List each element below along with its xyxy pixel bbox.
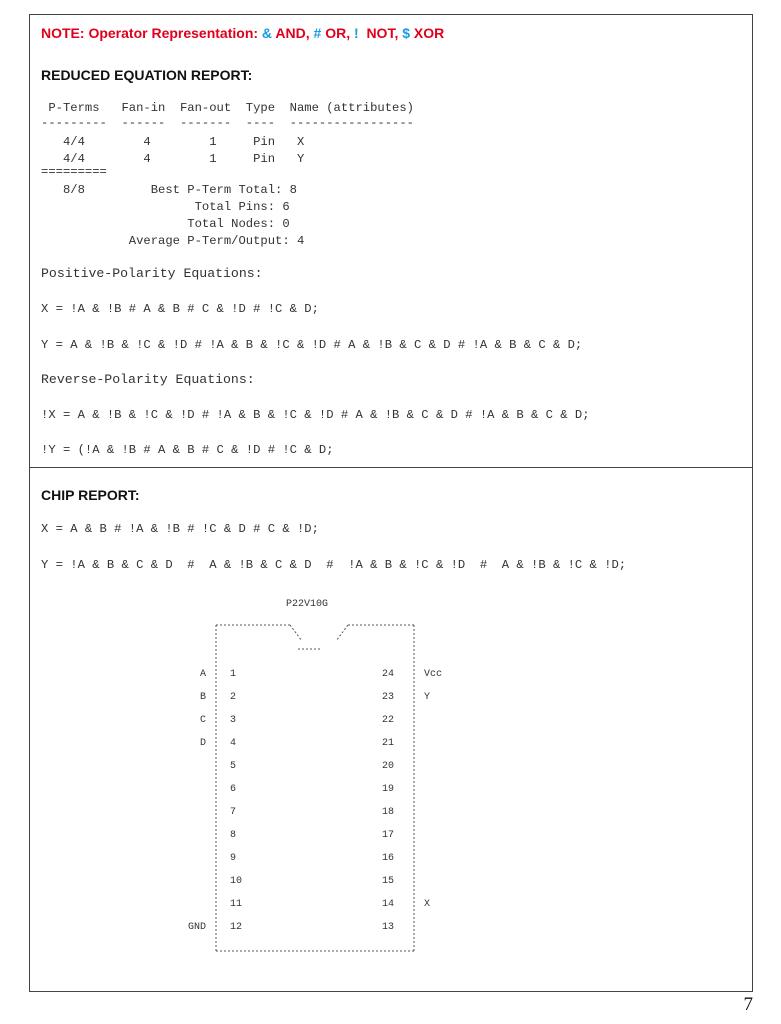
totals-line-3: Total Nodes: 0 bbox=[41, 217, 290, 231]
totals-line-1: 8/8 Best P-Term Total: 8 bbox=[41, 183, 297, 197]
right-pin-number: 14 bbox=[382, 899, 395, 910]
pterm-row-y: 4/4 4 1 Pin Y bbox=[41, 152, 305, 166]
right-pin-name: X bbox=[424, 899, 431, 910]
chip-outline bbox=[30, 467, 754, 991]
left-pin-number: 9 bbox=[230, 853, 237, 864]
left-pin-number: 4 bbox=[230, 738, 237, 749]
right-pin-number: 23 bbox=[382, 692, 395, 703]
totals-line-2: Total Pins: 6 bbox=[41, 200, 290, 214]
page-frame bbox=[29, 14, 753, 992]
left-pin-number: 3 bbox=[230, 715, 237, 726]
positive-polarity-heading: Positive-Polarity Equations: bbox=[41, 266, 263, 281]
left-pin-number: 7 bbox=[230, 807, 237, 818]
right-pin-number: 15 bbox=[382, 876, 395, 887]
chip-eq-y: Y = !A & B & C & D # A & !B & C & D # !A & B & !C & !D # A & !B & !C & !D; bbox=[41, 558, 627, 572]
right-pin-number: 24 bbox=[382, 669, 395, 680]
reverse-eq-x: !X = A & !B & !C & !D # !A & B & !C & !D # A & !B & C & D # !A & B & C & D; bbox=[41, 408, 590, 422]
reduced-report-heading: REDUCED EQUATION REPORT: bbox=[41, 67, 253, 83]
right-pin-name: Y bbox=[424, 692, 431, 703]
pterm-table-header: P-Terms Fan-in Fan-out Type Name (attributes) bbox=[41, 101, 414, 115]
right-pin-number: 18 bbox=[382, 807, 395, 818]
left-pin-number: 2 bbox=[230, 692, 237, 703]
right-pin-number: 22 bbox=[382, 715, 395, 726]
left-pin-number: 1 bbox=[230, 669, 237, 680]
totals-line-4: Average P-Term/Output: 4 bbox=[41, 234, 305, 248]
reverse-polarity-heading: Reverse-Polarity Equations: bbox=[41, 372, 255, 387]
positive-eq-x: X = !A & !B # A & B # C & !D # !C & D; bbox=[41, 302, 319, 316]
right-pin-number: 17 bbox=[382, 830, 395, 841]
left-pin-number: 11 bbox=[230, 899, 243, 910]
right-pin-number: 20 bbox=[382, 761, 395, 772]
left-pin-name: C bbox=[199, 715, 206, 726]
pterm-table-equals: ========= bbox=[41, 165, 107, 179]
left-pin-name: A bbox=[199, 669, 206, 680]
right-pin-name: Vcc bbox=[424, 669, 443, 680]
pterm-row-x: 4/4 4 1 Pin X bbox=[41, 135, 305, 149]
reduced-equation-section bbox=[30, 15, 752, 468]
right-pin-number: 13 bbox=[382, 922, 395, 933]
left-pin-number: 5 bbox=[230, 761, 237, 772]
pterm-table-dashes: --------- ------ ------- ---- ----------------- bbox=[41, 116, 414, 130]
chip-report-section bbox=[30, 467, 752, 991]
right-pin-number: 19 bbox=[382, 784, 395, 795]
chip-report-heading: CHIP REPORT: bbox=[41, 487, 140, 503]
left-pin-name: B bbox=[199, 692, 206, 703]
right-pin-number: 21 bbox=[382, 738, 395, 749]
positive-eq-y: Y = A & !B & !C & !D # !A & B & !C & !D # A & !B & C & D # !A & B & C & D; bbox=[41, 338, 583, 352]
page-number: 7 bbox=[743, 994, 753, 1015]
left-pin-number: 6 bbox=[230, 784, 237, 795]
reverse-eq-y: !Y = (!A & !B # A & B # C & !D # !C & D; bbox=[41, 443, 334, 457]
device-name: P22V10G bbox=[286, 599, 329, 610]
left-pin-number: 12 bbox=[230, 922, 243, 933]
left-pin-number: 8 bbox=[230, 830, 237, 841]
left-pin-number: 10 bbox=[230, 876, 243, 887]
left-pin-name: D bbox=[199, 738, 206, 749]
chip-eq-x: X = A & B # !A & !B # !C & D # C & !D; bbox=[41, 522, 319, 536]
left-pin-name: GND bbox=[187, 922, 206, 933]
right-pin-number: 16 bbox=[382, 853, 395, 864]
operator-note: NOTE: Operator Representation: & AND, # OR, ! NOT, $ XOR bbox=[41, 25, 445, 41]
